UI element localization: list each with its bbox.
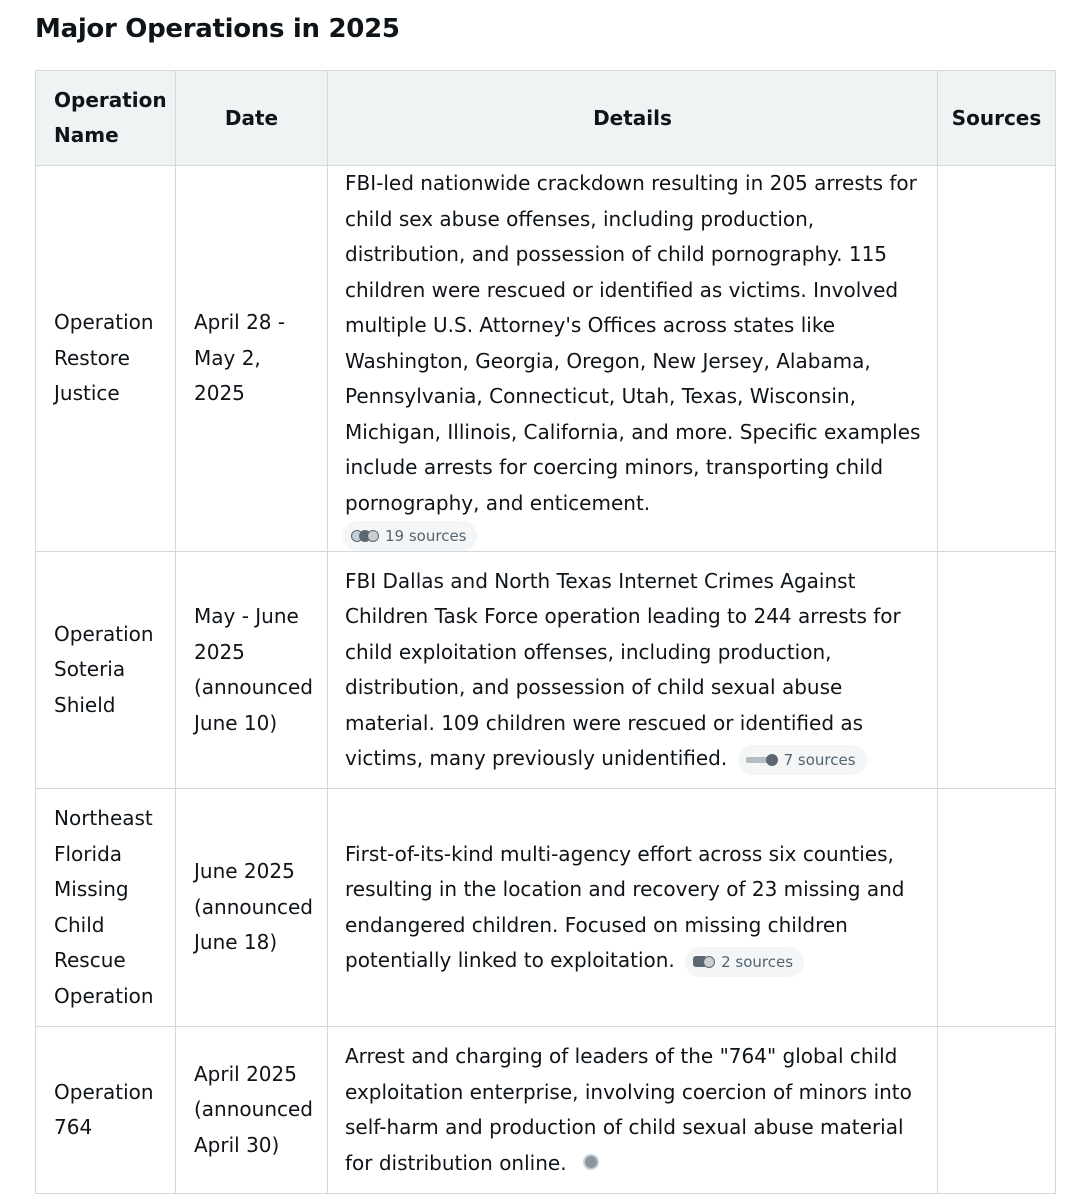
sources-chip-label: 2 sources xyxy=(721,952,794,971)
stacked-favicons-icon xyxy=(693,956,715,968)
sources-chip-label: 7 sources xyxy=(783,750,856,769)
sources-cell xyxy=(938,552,1056,789)
details-text: Arrest and charging of leaders of the "764" global child exploitation enterprise, involving coercion of minors into self-harm and production of child sexual abuse material for distribution online. xyxy=(345,1044,912,1175)
details-text: First-of-its-kind multi-agency effort across six counties, resulting in the location and recovery of 23 missing and endangered children. Focused on missing children potentially linked to exploitation. xyxy=(345,841,905,972)
sources-chip[interactable] xyxy=(685,947,804,977)
details-cell xyxy=(328,1027,938,1194)
table-header-row xyxy=(36,71,1056,166)
column-header-sources: Sources xyxy=(938,71,1056,166)
details-text: FBI Dallas and North Texas Internet Crimes Against Children Task Force operation leading to 244 arrests for child exploitation offenses, including production, distribution, and possession of child sexual abuse material. 109 children were rescued or identified as victims, many previously unidentified. xyxy=(345,568,901,770)
operation-name-cell: Northeast Florida Missing Child Rescue Operation xyxy=(36,789,176,1027)
sources-chip-label: 19 sources xyxy=(385,527,467,545)
operations-table xyxy=(35,70,1056,1194)
sources-cell xyxy=(938,789,1056,1027)
source-favicon-icon[interactable] xyxy=(583,1154,599,1170)
operation-name-cell: Operation Soteria Shield xyxy=(36,552,176,789)
table-row xyxy=(36,1027,1056,1194)
sources-cell xyxy=(938,1027,1056,1194)
operation-name-cell: Operation Restore Justice xyxy=(36,166,176,552)
column-header-date: Date xyxy=(176,71,328,166)
table-row xyxy=(36,166,1056,552)
stacked-favicons-icon xyxy=(746,754,778,766)
details-text: FBI-led nationwide crackdown resulting in 205 arrests for child sex abuse offenses, including production, distribution, and possession of child pornography. 115 children were rescued or identified as victims. Involved multiple U.S. Attorney's Offices across states like Washington, Georgia, Oregon, New Jersey, Alabama, Pennsylvania, Connecticut, Utah, Texas, Wisconsin, Michigan, Illinois, California, and more. Specific examples include arrests for coercing minors, transporting child pornography, and enticement. xyxy=(345,171,921,515)
operation-name-cell: Operation 764 xyxy=(36,1027,176,1194)
table-row xyxy=(36,789,1056,1027)
column-header-details: Details xyxy=(328,71,938,166)
sources-chip[interactable] xyxy=(343,521,477,551)
date-cell: May - June 2025 (announced June 10) xyxy=(176,552,328,789)
details-cell xyxy=(328,552,938,789)
column-header-operation-name: Operation Name xyxy=(36,71,176,166)
date-cell: April 28 - May 2, 2025 xyxy=(176,166,328,552)
details-cell xyxy=(328,789,938,1027)
stacked-favicons-icon xyxy=(351,530,379,542)
details-cell xyxy=(328,166,938,552)
page-title: Major Operations in 2025 xyxy=(35,14,400,44)
date-cell: April 2025 (announced April 30) xyxy=(176,1027,328,1194)
sources-chip[interactable] xyxy=(738,745,867,775)
sources-cell xyxy=(938,166,1056,552)
table-row xyxy=(36,552,1056,789)
date-cell: June 2025 (announced June 18) xyxy=(176,789,328,1027)
